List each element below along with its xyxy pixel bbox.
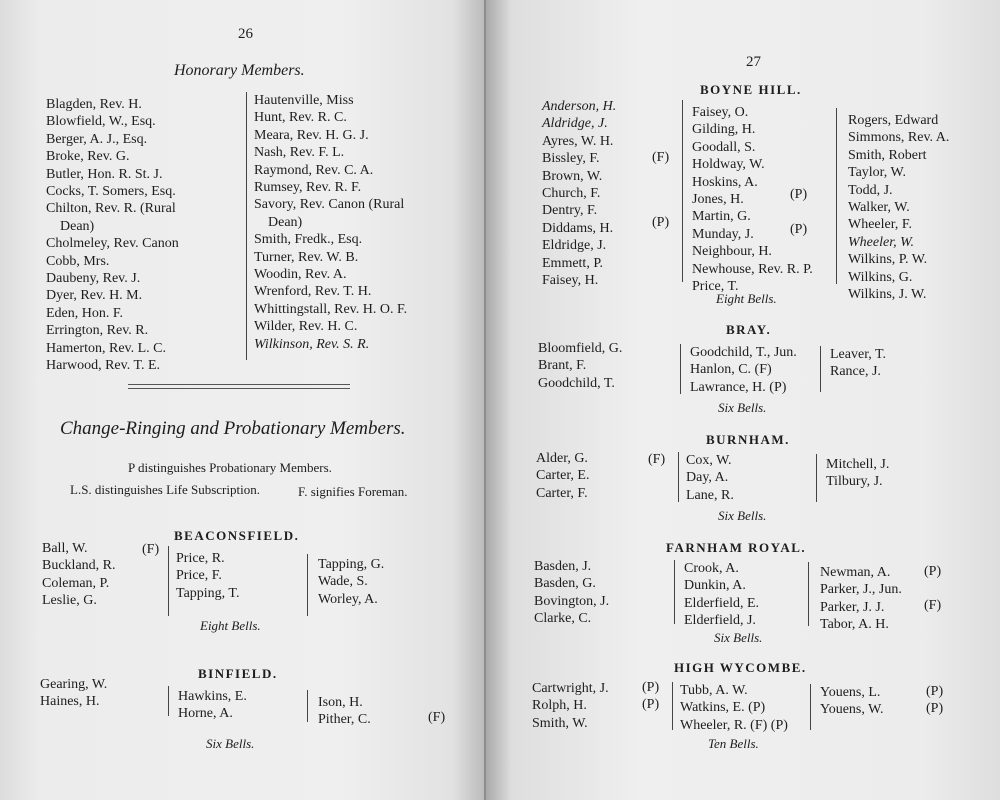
beaconsfield-foreman-tag: (F): [142, 542, 160, 557]
binfield-column-3: [318, 694, 371, 729]
member-name: Crook, A.: [684, 561, 739, 576]
burnham-bells: Six Bells.: [718, 508, 767, 523]
member-name: Wilkins, P. W.: [848, 252, 928, 268]
column-divider: [678, 452, 679, 502]
member-name: Daubeny, Rev. J.: [46, 271, 141, 287]
member-name: Tapping, G.: [318, 557, 385, 572]
member-name: Price, F.: [176, 568, 222, 584]
member-name: Cholmeley, Rev. Canon: [46, 236, 179, 252]
beaconsfield-bells: Eight Bells.: [200, 618, 261, 633]
foreman-note: F. signifies Foreman.: [298, 484, 408, 499]
member-name: Woodin, Rev. A.: [254, 267, 347, 283]
probationary-note: P distinguishes Probationary Members.: [128, 460, 332, 475]
member-name: Haines, H.: [40, 694, 100, 710]
member-name: Wilder, Rev. H. C.: [254, 319, 358, 335]
member-name: Neighbour, H.: [692, 244, 772, 260]
newman-probationary-tag: (P): [924, 564, 942, 579]
member-name: Raymond, Rev. C. A.: [254, 162, 374, 178]
member-name: Day, A.: [686, 470, 729, 486]
member-name: Wheeler, R. (F) (P): [680, 717, 788, 733]
member-name: Holdway, W.: [692, 157, 765, 173]
member-name: Savory, Rev. Canon (Rural: [254, 197, 405, 213]
member-name: Harwood, Rev. T. E.: [46, 358, 161, 374]
member-name: Elderfield, E.: [684, 595, 760, 611]
member-name: Horne, A.: [178, 706, 233, 722]
bissley-foreman-tag: (F): [652, 150, 670, 165]
burnham-column-2: [686, 452, 734, 504]
youens-w-probationary-tag: (P): [926, 701, 944, 716]
jones-probationary-tag: (P): [790, 187, 808, 202]
boyne-hill-bells: Eight Bells.: [716, 291, 777, 306]
member-name: Errington, Rev. R.: [46, 323, 149, 339]
member-name: Faisey, H.: [542, 273, 599, 289]
member-name: Parker, J. J.: [820, 599, 885, 615]
alder-foreman-tag: (F): [648, 452, 666, 467]
life-subscription-note: L.S. distinguishes Life Subscription.: [70, 482, 260, 497]
member-name: Smith, W.: [532, 715, 588, 731]
member-name: Bovington, J.: [534, 593, 610, 609]
member-name: Tabor, A. H.: [820, 617, 889, 633]
member-name: Cox, W.: [686, 453, 732, 468]
munday-probationary-tag: (P): [790, 222, 808, 237]
bray-column-1: [538, 340, 622, 392]
column-divider: [307, 690, 308, 722]
member-name: Berger, A. J., Esq.: [46, 131, 148, 147]
burnham-title: BURNHAM.: [706, 432, 790, 447]
honorary-members-heading: Honorary Members.: [174, 62, 305, 79]
member-name: Wilkins, J. W.: [848, 287, 927, 303]
beaconsfield-column-2: [176, 550, 239, 602]
column-divider: [816, 454, 817, 502]
rolph-probationary-tag: (P): [642, 697, 660, 712]
member-name: Mitchell, J.: [826, 457, 890, 472]
binfield-title: BINFIELD.: [198, 666, 278, 681]
member-name: Hamerton, Rev. L. C.: [46, 340, 167, 356]
bray-column-2: [690, 344, 797, 396]
member-name: Smith, Fredk., Esq.: [254, 232, 363, 248]
farnham-royal-column-1: [534, 558, 609, 628]
member-name: Eden, Hon. F.: [46, 305, 124, 321]
member-name: Ison, H.: [318, 695, 363, 710]
member-name: Youens, W.: [820, 702, 884, 718]
member-name: Ball, W.: [42, 541, 88, 556]
member-name: Gearing, W.: [40, 677, 108, 692]
member-name: Bloomfield, G.: [538, 341, 623, 356]
member-name: Hanlon, C. (F): [690, 362, 772, 378]
parker-foreman-tag: (F): [924, 598, 942, 613]
member-name: Wilkinson, Rev. S. R.: [254, 336, 370, 352]
high-wycombe-title: HIGH WYCOMBE.: [674, 660, 807, 675]
member-name: Alder, G.: [536, 451, 588, 466]
bray-bells: Six Bells.: [718, 400, 767, 415]
member-name: Lawrance, H. (P): [690, 379, 787, 395]
member-name: Elderfield, J.: [684, 613, 756, 629]
member-name: Parker, J., Jun.: [820, 582, 902, 598]
member-name: Blagden, Rev. H.: [46, 97, 142, 112]
member-name: Pither, C.: [318, 712, 371, 728]
member-name: Ayres, W. H.: [542, 133, 614, 149]
member-name: Youens, L.: [820, 685, 881, 700]
member-name: Tapping, T.: [176, 585, 240, 601]
member-name: Anderson, H.: [542, 99, 617, 114]
member-name: Walker, W.: [848, 200, 910, 216]
member-name: Leaver, T.: [830, 347, 887, 362]
change-ringing-heading: Change-Ringing and Probationary Members.: [60, 418, 406, 439]
member-name: Cocks, T. Somers, Esq.: [46, 184, 176, 200]
column-divider: [246, 92, 247, 360]
member-name: Cobb, Mrs.: [46, 253, 110, 269]
boyne-hill-column-3: [848, 112, 949, 303]
member-name: Basden, J.: [534, 559, 592, 574]
high-wycombe-bells: Ten Bells.: [708, 736, 759, 751]
member-name: Smith, Robert: [848, 147, 927, 163]
farnham-royal-column-3: [820, 564, 902, 634]
bray-column-3: [830, 346, 886, 381]
member-name: Hoskins, A.: [692, 174, 758, 190]
member-name: Worley, A.: [318, 591, 378, 607]
member-name: Church, F.: [542, 186, 601, 202]
member-name: Rogers, Edward: [848, 113, 939, 128]
member-name: Taylor, W.: [848, 165, 906, 181]
member-name: Price, T.: [692, 279, 739, 295]
binfield-column-2: [178, 688, 247, 723]
member-name: Munday, J.: [692, 226, 754, 242]
member-name: Clarke, C.: [534, 611, 592, 627]
page-number: 26: [238, 26, 253, 42]
member-name: Hautenville, Miss: [254, 93, 354, 108]
binfield-column-1: [40, 676, 107, 711]
cartwright-probationary-tag: (P): [642, 680, 660, 695]
left-page: [0, 0, 486, 800]
member-name: Carter, E.: [536, 468, 590, 484]
column-divider: [168, 686, 169, 716]
farnham-royal-title: FARNHAM ROYAL.: [666, 540, 807, 555]
member-name: Buckland, R.: [42, 558, 116, 574]
member-name: Diddams, H.: [542, 220, 614, 236]
column-divider: [307, 554, 308, 616]
member-name: Brown, W.: [542, 168, 603, 184]
farnham-royal-bells: Six Bells.: [714, 630, 763, 645]
column-divider: [680, 344, 681, 394]
member-name: Faisey, O.: [692, 105, 749, 120]
binfield-foreman-tag: (F): [428, 710, 446, 725]
farnham-royal-column-2: [684, 560, 759, 630]
member-name: Wrenford, Rev. T. H.: [254, 284, 372, 300]
bray-title: BRAY.: [726, 322, 772, 337]
member-name: Broke, Rev. G.: [46, 149, 130, 165]
beaconsfield-column-1: [42, 540, 116, 610]
member-name: Rumsey, Rev. R. F.: [254, 180, 362, 196]
member-name: Goodchild, T., Jun.: [690, 345, 797, 360]
member-name: Coleman, P.: [42, 575, 110, 591]
member-name: Basden, G.: [534, 576, 596, 592]
member-name: Rance, J.: [830, 364, 881, 380]
member-name: Goodall, S.: [692, 139, 756, 155]
member-name: Dean): [60, 218, 95, 234]
member-name: Leslie, G.: [42, 593, 97, 609]
member-name: Dyer, Rev. H. M.: [46, 288, 143, 304]
column-divider: [810, 684, 811, 730]
column-divider: [820, 346, 821, 392]
member-name: Martin, G.: [692, 209, 751, 225]
member-name: Dunkin, A.: [684, 578, 746, 594]
beaconsfield-column-3: [318, 556, 384, 608]
member-name: Simmons, Rev. A.: [848, 130, 950, 146]
member-name: Goodchild, T.: [538, 375, 615, 391]
diddams-probationary-tag: (P): [652, 215, 670, 230]
member-name: Tilbury, J.: [826, 474, 883, 490]
right-page: [486, 0, 1000, 800]
member-name: Price, R.: [176, 551, 225, 566]
burnham-column-1: [536, 450, 589, 502]
member-name: Gilding, H.: [692, 122, 756, 138]
high-wycombe-column-3: [820, 684, 884, 719]
column-divider: [836, 108, 837, 284]
youens-l-probationary-tag: (P): [926, 684, 944, 699]
member-name: Bissley, F.: [542, 151, 600, 167]
member-name: Wheeler, F.: [848, 217, 913, 233]
member-name: Watkins, E. (P): [680, 700, 766, 716]
member-name: Eldridge, J.: [542, 238, 607, 254]
binfield-bells: Six Bells.: [206, 736, 255, 751]
member-name: Dean): [268, 214, 303, 230]
member-name: Whittingstall, Rev. H. O. F.: [254, 301, 408, 317]
high-wycombe-column-1: [532, 680, 609, 732]
honorary-members-column-1: [46, 96, 179, 375]
member-name: Nash, Rev. F. L.: [254, 145, 345, 161]
member-name: Wade, S.: [318, 574, 368, 590]
column-divider: [674, 560, 675, 624]
member-name: Hawkins, E.: [178, 689, 247, 704]
member-name: Turner, Rev. W. B.: [254, 249, 359, 265]
page-number: 27: [746, 54, 761, 70]
column-divider: [808, 562, 809, 626]
member-name: Tubb, A. W.: [680, 683, 748, 698]
beaconsfield-title: BEACONSFIELD.: [174, 528, 300, 543]
column-divider: [672, 682, 673, 730]
member-name: Aldridge, J.: [542, 116, 608, 132]
high-wycombe-column-2: [680, 682, 788, 734]
member-name: Newman, A.: [820, 565, 891, 580]
member-name: Newhouse, Rev. R. P.: [692, 261, 813, 277]
member-name: Blowfield, W., Esq.: [46, 114, 156, 130]
member-name: Wheeler, W.: [848, 234, 914, 250]
member-name: Carter, F.: [536, 485, 588, 501]
column-divider: [168, 546, 169, 616]
member-name: Jones, H.: [692, 192, 744, 208]
member-name: Butler, Hon. R. St. J.: [46, 166, 163, 182]
boyne-hill-title: BOYNE HILL.: [700, 82, 802, 97]
member-name: Dentry, F.: [542, 203, 598, 219]
member-name: Cartwright, J.: [532, 681, 609, 696]
double-rule-bottom: [128, 388, 350, 389]
member-name: Hunt, Rev. R. C.: [254, 110, 347, 126]
member-name: Lane, R.: [686, 487, 734, 503]
member-name: Rolph, H.: [532, 698, 587, 714]
column-divider: [682, 100, 683, 282]
member-name: Emmett, P.: [542, 255, 604, 271]
honorary-members-column-2: [254, 92, 407, 353]
member-name: Todd, J.: [848, 182, 893, 198]
burnham-column-3: [826, 456, 889, 491]
boyne-hill-column-1: [542, 98, 616, 289]
member-name: Wilkins, G.: [848, 269, 913, 285]
double-rule-top: [128, 384, 350, 385]
member-name: Meara, Rev. H. G. J.: [254, 127, 369, 143]
member-name: Chilton, Rev. R. (Rural: [46, 201, 176, 217]
member-name: Brant, F.: [538, 358, 587, 374]
